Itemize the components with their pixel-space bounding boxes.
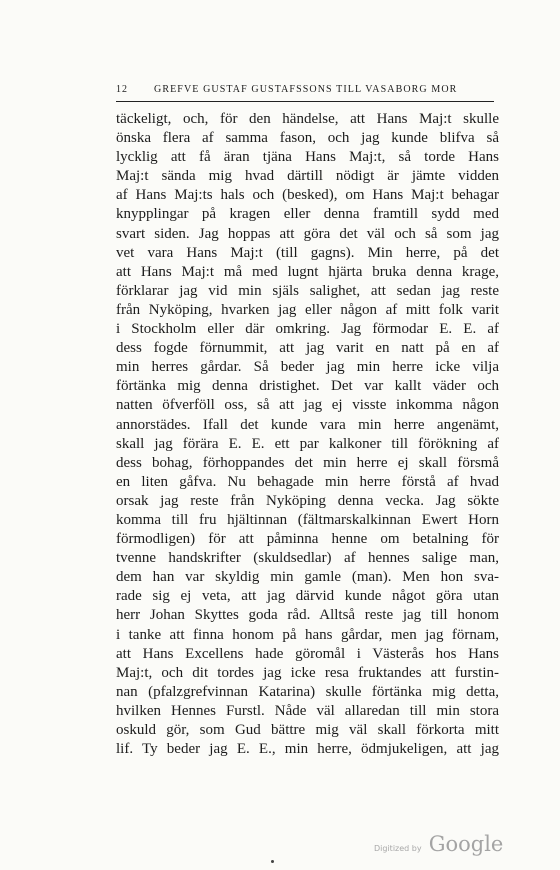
text-line: natten öfverföll oss, så att jag ej visste inkomma någon: [116, 397, 499, 414]
text-line: af Hans Maj:ts hals och (besked), om Hans Maj:t behagar: [116, 187, 499, 204]
text-line: förtänka mig denna dristighet. Det var kallt väder och: [116, 378, 499, 395]
text-line: dess bohag, förhoppandes det min herre ej skall försmå: [116, 454, 499, 471]
text-line: en liten gåfva. Nu behagade min herre förstå af hvad: [116, 473, 499, 490]
text-line: Maj:t, och dit tordes jag icke resa fruktandes att furstin-: [116, 664, 499, 681]
text-line: hvilken Hennes Furstl. Nåde väl allaredan till min stora: [116, 702, 499, 719]
text-line: rade sig ej veta, att jag därvid kunde något göra utan: [116, 588, 499, 605]
text-line: herr Johan Skyttes goda råd. Alltså reste jag till honom: [116, 607, 499, 624]
text-line: skall jag förära E. E. ett par kalkoner till förökning af: [116, 435, 499, 452]
text-line: annorstädes. Ifall det kunde vara min herre angenämt,: [116, 416, 499, 433]
digitized-label: Digitized by: [374, 844, 422, 853]
text-line: knypplingar på kragen eller denna framtill sydd med: [116, 206, 499, 223]
text-line: tvenne handskrifter (skuldsedlar) af hennes salige man,: [116, 550, 499, 567]
text-line: svart siden. Jag hoppas att göra det väl och så som jag: [116, 225, 499, 242]
text-line: vet vara Hans Maj:t (till gagns). Min herre, på det: [116, 244, 499, 261]
text-line: från Nyköping, hvarken jag eller någon af mitt folk varit: [116, 301, 499, 318]
text-line: oskuld gör, som Gud bättre mig väl skall förkorta mitt: [116, 722, 499, 738]
text-line: önska flera af samma fason, och jag kunde blifva så: [116, 130, 499, 147]
text-line: förklarar jag vid min själs salighet, att sedan jag reste: [116, 282, 499, 299]
text-line: förmodligen) för att påminna henne om betalning för: [116, 531, 499, 548]
text-line: orsak jag reste från Nyköping denna vecka. Jag sökte: [116, 492, 499, 509]
page-body-text: [116, 110, 499, 759]
text-line: att Hans Excellens hade göromål i Västerås hos Hans: [116, 645, 499, 662]
text-line: lycklig att få äran tjäna Hans Maj:t, så torde Hans: [116, 149, 499, 166]
page-number: 12: [116, 84, 128, 95]
text-line: dem han var skyldig min gamle (man). Men hon sva-: [116, 569, 499, 586]
text-line: min herres gårdar. Så beder jag min herre icke vilja: [116, 359, 499, 376]
google-logo: Google: [428, 832, 504, 856]
page-mark: [271, 860, 274, 863]
text-line: komma till fru hjältinnan (fältmarskalkinnan Ewert Horn: [116, 511, 499, 528]
text-line: nan (pfalzgrefvinnan Katarina) skulle förtänka mig detta,: [116, 683, 499, 700]
text-line: i Stockholm eller där omkring. Jag förmodar E. E. af: [116, 321, 499, 338]
text-line: lif. Ty beder jag E. E., min herre, ödmjukeligen, att jag: [116, 741, 499, 758]
text-line: Maj:t sända mig hvad därtill nödigt är jämte vidden: [116, 168, 499, 185]
text-line: dess fogde förnummit, att jag varit en natt på en af: [116, 340, 499, 357]
text-line: i tanke att finna honom på hans gårdar, men jag förnam,: [116, 626, 499, 643]
digitized-by-google-watermark: [374, 832, 503, 856]
text-line: täckeligt, och, för den händelse, att Hans Maj:t skulle: [116, 111, 499, 127]
text-line: att Hans Maj:t må med lugnt hjärta bruka denna krage,: [116, 263, 499, 280]
running-header: [116, 83, 494, 102]
running-title: GREFVE GUSTAF GUSTAFSSONS TILL VASABORG MOR: [154, 84, 458, 95]
